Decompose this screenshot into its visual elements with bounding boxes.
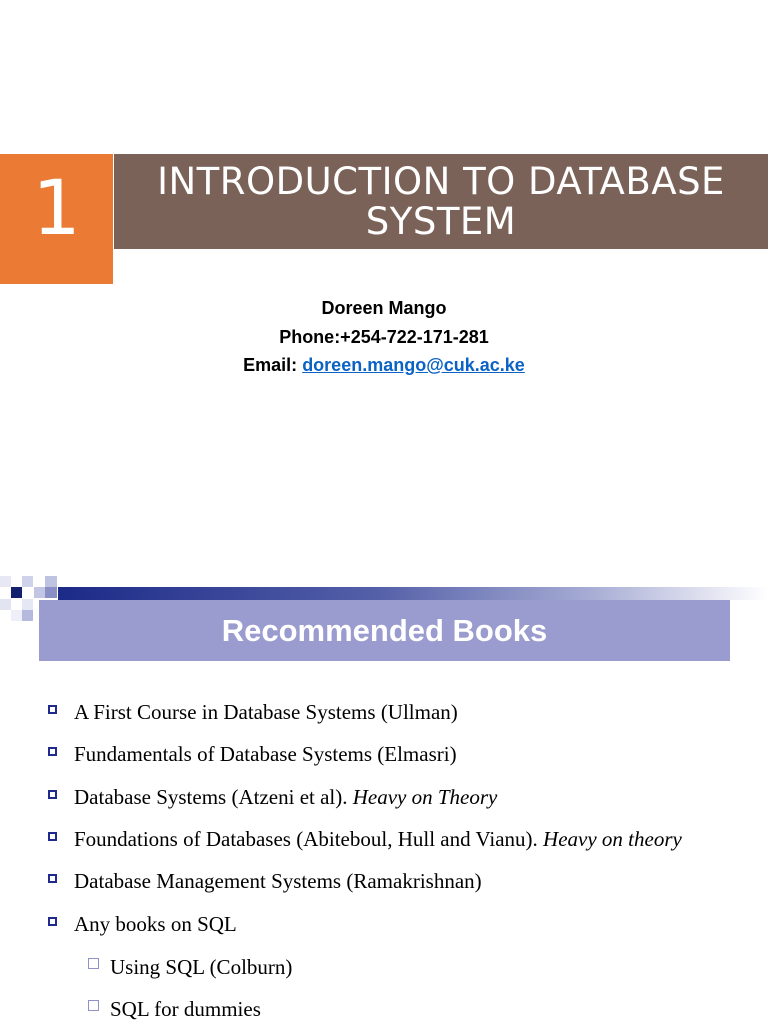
sub-list-item-text: SQL for dummies — [110, 996, 261, 1021]
author-block — [0, 294, 768, 380]
list-item-text: Any books on SQL — [74, 911, 237, 936]
decorative-square — [34, 587, 45, 598]
decorative-square — [45, 587, 57, 598]
bullet-icon — [48, 705, 57, 714]
list-item-emphasis: Heavy on theory — [543, 826, 682, 851]
list-item — [48, 782, 497, 812]
slide-number: 1 — [32, 163, 81, 252]
decorative-square — [45, 576, 57, 587]
sub-list-item — [88, 952, 292, 982]
email-link[interactable]: doreen.mango@cuk.ac.ke — [302, 355, 525, 375]
bullet-icon — [48, 790, 57, 799]
list-item — [48, 697, 458, 727]
decorative-square — [11, 587, 22, 598]
decorative-square — [11, 610, 22, 621]
header-gradient-bar — [58, 587, 768, 600]
slide-title-line-1: INTRODUCTION TO DATABASE — [157, 159, 725, 203]
list-item — [48, 824, 682, 854]
title-bar — [114, 154, 768, 249]
author-email-line — [0, 351, 768, 380]
email-label: Email: — [243, 355, 303, 375]
decorative-square — [22, 576, 33, 587]
bullet-icon — [48, 917, 57, 926]
section-title-bar — [39, 600, 730, 661]
hollow-bullet-icon — [88, 958, 99, 969]
list-item-text: Fundamentals of Database Systems (Elmasri) — [74, 741, 457, 766]
list-item-text: Database Management Systems (Ramakrishnan) — [74, 868, 482, 893]
list-item-text: Database Systems (Atzeni et al). — [74, 784, 353, 809]
decorative-square — [0, 576, 11, 587]
sub-list-item-text: Using SQL (Colburn) — [110, 954, 293, 979]
list-item — [48, 909, 237, 939]
list-item — [48, 866, 482, 896]
section-title: Recommended Books — [221, 612, 548, 648]
list-item — [48, 739, 457, 769]
bullet-icon — [48, 874, 57, 883]
sub-list-item — [88, 994, 261, 1024]
bullet-icon — [48, 832, 57, 841]
list-item-text: A First Course in Database Systems (Ullman) — [74, 699, 458, 724]
decorative-square — [22, 610, 33, 621]
slide-title-line-2: SYSTEM — [365, 199, 517, 243]
hollow-bullet-icon — [88, 1000, 99, 1011]
decorative-square — [22, 599, 33, 610]
author-name: Doreen Mango — [321, 298, 447, 318]
decorative-square — [0, 599, 11, 610]
author-phone: Phone:+254-722-171-281 — [279, 326, 489, 347]
bullet-icon — [48, 747, 57, 756]
slide-title — [121, 159, 761, 243]
list-item-text: Foundations of Databases (Abiteboul, Hull and Vianu). — [74, 826, 544, 851]
list-item-emphasis: Heavy on Theory — [352, 784, 498, 809]
